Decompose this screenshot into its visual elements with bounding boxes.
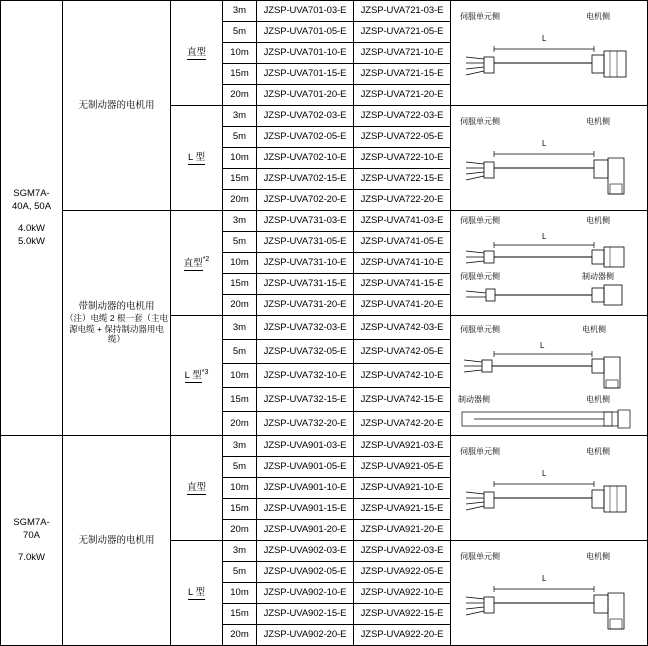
cable-figure-straight — [454, 440, 644, 536]
cable-code-flex: JZSP-UVA742-05-E — [354, 340, 451, 364]
cable-length: 5m — [223, 232, 257, 253]
figure-label-length: L — [540, 340, 545, 350]
cable-code-flex: JZSP-UVA922-15-E — [354, 604, 451, 625]
figure-label-length: L — [542, 34, 547, 43]
cable-code-flex: JZSP-UVA742-15-E — [354, 388, 451, 412]
figure-label-length: L — [542, 139, 547, 148]
use-label: 无制动器的电机用 — [78, 534, 155, 546]
cable-code-standard: JZSP-UVA902-10-E — [257, 583, 354, 604]
cable-code-standard: JZSP-UVA731-10-E — [257, 253, 354, 274]
figure-label-right-2: 电机侧 — [586, 394, 610, 404]
figure-label-right: 电机侧 — [586, 117, 610, 126]
cable-code-standard: JZSP-UVA731-05-E — [257, 232, 354, 253]
figure-label-left: 伺服单元侧 — [460, 324, 500, 334]
cable-code-flex: JZSP-UVA722-20-E — [354, 190, 451, 211]
cable-code-standard: JZSP-UVA902-15-E — [257, 604, 354, 625]
cable-figure-elbow — [454, 110, 644, 206]
figure-label-right: 电机侧 — [582, 324, 606, 334]
cable-length: 3m — [223, 436, 257, 457]
use-note: （注）电缆 2 根一套（主电源电缆 + 保持制动器用电缆） — [65, 313, 168, 345]
use-cell — [63, 436, 171, 646]
cable-length: 15m — [223, 64, 257, 85]
figure-label-left: 伺服单元侧 — [460, 12, 500, 21]
cable-length: 15m — [223, 169, 257, 190]
cable-length: 10m — [223, 43, 257, 64]
cable-code-flex: JZSP-UVA741-10-E — [354, 253, 451, 274]
cable-code-flex: JZSP-UVA922-05-E — [354, 562, 451, 583]
cable-length: 5m — [223, 22, 257, 43]
cable-code-standard: JZSP-UVA702-15-E — [257, 169, 354, 190]
figure-label-left: 伺服单元侧 — [460, 447, 500, 456]
cable-code-standard: JZSP-UVA701-15-E — [257, 64, 354, 85]
figure-label-right-2: 制动器侧 — [582, 272, 614, 281]
cable-code-standard: JZSP-UVA901-05-E — [257, 457, 354, 478]
cable-code-flex: JZSP-UVA741-03-E — [354, 211, 451, 232]
cable-code-flex: JZSP-UVA722-15-E — [354, 169, 451, 190]
cable-code-standard: JZSP-UVA702-10-E — [257, 148, 354, 169]
cable-code-flex: JZSP-UVA921-10-E — [354, 478, 451, 499]
figure-cell-elbow — [451, 541, 648, 646]
cable-code-flex: JZSP-UVA741-20-E — [354, 295, 451, 316]
figure-label-left-2: 制动器侧 — [458, 394, 490, 404]
cable-figure-straight — [454, 5, 644, 101]
figure-label-right: 电机侧 — [586, 552, 610, 561]
figure-label-left: 伺服单元侧 — [460, 552, 500, 561]
cable-code-flex: JZSP-UVA742-10-E — [354, 364, 451, 388]
cable-code-standard: JZSP-UVA901-03-E — [257, 436, 354, 457]
cable-code-flex: JZSP-UVA721-03-E — [354, 1, 451, 22]
figure-cell-straight — [451, 436, 648, 541]
cable-figure-straight-brake — [454, 213, 644, 313]
connector-type-label: 直型 — [186, 482, 206, 494]
connector-type-cell — [171, 541, 223, 646]
cable-code-flex: JZSP-UVA721-10-E — [354, 43, 451, 64]
connector-type-footnote: *3 — [201, 368, 209, 376]
cable-code-flex: JZSP-UVA721-05-E — [354, 22, 451, 43]
connector-type-label: 直型 — [186, 47, 206, 59]
cable-code-flex: JZSP-UVA921-05-E — [354, 457, 451, 478]
cable-length: 15m — [223, 388, 257, 412]
cable-code-standard: JZSP-UVA732-05-E — [257, 340, 354, 364]
cable-code-flex: JZSP-UVA742-20-E — [354, 412, 451, 436]
connector-type-label: L 型 — [187, 152, 206, 164]
cable-length: 3m — [223, 211, 257, 232]
use-label: 无制动器的电机用 — [78, 99, 155, 111]
figure-cell-straight — [451, 1, 648, 106]
cable-code-standard: JZSP-UVA901-20-E — [257, 520, 354, 541]
cable-figure-elbow — [454, 545, 644, 641]
connector-type-label: L 型 — [187, 587, 206, 599]
cable-code-flex: JZSP-UVA922-03-E — [354, 541, 451, 562]
figure-label-length: L — [542, 574, 547, 583]
figure-cell-elbow — [451, 106, 648, 211]
cable-length: 3m — [223, 316, 257, 340]
cable-length: 10m — [223, 583, 257, 604]
cable-code-flex: JZSP-UVA721-20-E — [354, 85, 451, 106]
cable-length: 3m — [223, 106, 257, 127]
cable-code-standard: JZSP-UVA901-10-E — [257, 478, 354, 499]
cable-code-flex: JZSP-UVA742-03-E — [354, 316, 451, 340]
cable-length: 3m — [223, 1, 257, 22]
cable-length: 10m — [223, 253, 257, 274]
figure-label-left: 伺服单元侧 — [460, 117, 500, 126]
cable-length: 10m — [223, 478, 257, 499]
figure-label-right: 电机侧 — [586, 447, 610, 456]
cable-figure-elbow-brake — [454, 320, 644, 432]
cable-code-standard: JZSP-UVA701-20-E — [257, 85, 354, 106]
figure-label-length: L — [542, 469, 547, 478]
figure-cell-elbow-brake — [451, 316, 648, 436]
use-cell — [63, 1, 171, 211]
cable-length: 20m — [223, 85, 257, 106]
cable-length: 20m — [223, 625, 257, 646]
cable-code-standard: JZSP-UVA902-05-E — [257, 562, 354, 583]
figure-label-right: 电机侧 — [586, 12, 610, 21]
cable-code-standard: JZSP-UVA701-05-E — [257, 22, 354, 43]
cable-code-standard: JZSP-UVA702-05-E — [257, 127, 354, 148]
model-line: 40A, 50A — [11, 201, 52, 213]
model-line: 5.0kW — [18, 235, 45, 247]
cable-code-standard: JZSP-UVA702-20-E — [257, 190, 354, 211]
cable-length: 20m — [223, 520, 257, 541]
connector-type-label: L 型 — [184, 370, 202, 382]
model-cell — [1, 1, 63, 436]
cable-code-flex: JZSP-UVA921-03-E — [354, 436, 451, 457]
cable-code-standard: JZSP-UVA731-20-E — [257, 295, 354, 316]
connector-type-cell — [171, 316, 223, 436]
table-row — [1, 211, 648, 232]
model-line: SGM7A- — [13, 188, 50, 200]
figure-label-left-2: 伺服单元侧 — [460, 272, 500, 281]
cable-code-flex: JZSP-UVA741-05-E — [354, 232, 451, 253]
cable-code-standard: JZSP-UVA732-15-E — [257, 388, 354, 412]
cable-code-flex: JZSP-UVA722-10-E — [354, 148, 451, 169]
cable-length: 3m — [223, 541, 257, 562]
connector-type-cell — [171, 436, 223, 541]
cable-code-flex: JZSP-UVA922-10-E — [354, 583, 451, 604]
cable-length: 5m — [223, 562, 257, 583]
cable-code-flex: JZSP-UVA922-20-E — [354, 625, 451, 646]
connector-type-cell — [171, 1, 223, 106]
cable-code-flex: JZSP-UVA722-05-E — [354, 127, 451, 148]
model-line: 7.0kW — [18, 551, 45, 563]
cable-length: 15m — [223, 604, 257, 625]
cable-length: 5m — [223, 127, 257, 148]
table-row — [1, 1, 648, 22]
cable-code-standard: JZSP-UVA732-10-E — [257, 364, 354, 388]
cable-length: 20m — [223, 295, 257, 316]
connector-type-footnote: *2 — [202, 256, 210, 264]
cable-code-standard: JZSP-UVA732-03-E — [257, 316, 354, 340]
cable-length: 20m — [223, 190, 257, 211]
table-row — [1, 436, 648, 457]
figure-label-length: L — [542, 232, 547, 241]
figure-label-right: 电机侧 — [586, 216, 610, 225]
cable-length: 15m — [223, 274, 257, 295]
cable-length: 20m — [223, 412, 257, 436]
cable-code-flex: JZSP-UVA741-15-E — [354, 274, 451, 295]
cable-code-standard: JZSP-UVA731-15-E — [257, 274, 354, 295]
model-line: 4.0kW — [18, 223, 45, 234]
use-cell — [63, 211, 171, 436]
cable-code-flex: JZSP-UVA921-15-E — [354, 499, 451, 520]
figure-cell-straight-brake — [451, 211, 648, 316]
cable-length: 15m — [223, 499, 257, 520]
connector-type-label: 直型 — [183, 257, 203, 269]
cable-length: 10m — [223, 364, 257, 388]
cable-code-standard: JZSP-UVA701-03-E — [257, 1, 354, 22]
use-label: 带制动器的电机用 — [78, 301, 155, 313]
cable-code-flex: JZSP-UVA722-03-E — [354, 106, 451, 127]
cable-code-standard: JZSP-UVA901-15-E — [257, 499, 354, 520]
figure-label-left: 伺服单元侧 — [460, 216, 500, 225]
connector-type-cell — [171, 106, 223, 211]
model-line: 70A — [23, 530, 40, 542]
cable-code-standard: JZSP-UVA701-10-E — [257, 43, 354, 64]
model-line: SGM7A- — [13, 517, 50, 529]
cable-code-standard: JZSP-UVA702-03-E — [257, 106, 354, 127]
cable-code-flex: JZSP-UVA721-15-E — [354, 64, 451, 85]
cable-length: 5m — [223, 340, 257, 364]
cable-length: 5m — [223, 457, 257, 478]
cable-code-standard: JZSP-UVA731-03-E — [257, 211, 354, 232]
cable-code-flex: JZSP-UVA921-20-E — [354, 520, 451, 541]
cable-code-standard: JZSP-UVA732-20-E — [257, 412, 354, 436]
cable-code-standard: JZSP-UVA902-20-E — [257, 625, 354, 646]
cable-length: 10m — [223, 148, 257, 169]
model-cell — [1, 436, 63, 646]
cable-code-standard: JZSP-UVA902-03-E — [257, 541, 354, 562]
connector-type-cell — [171, 211, 223, 316]
